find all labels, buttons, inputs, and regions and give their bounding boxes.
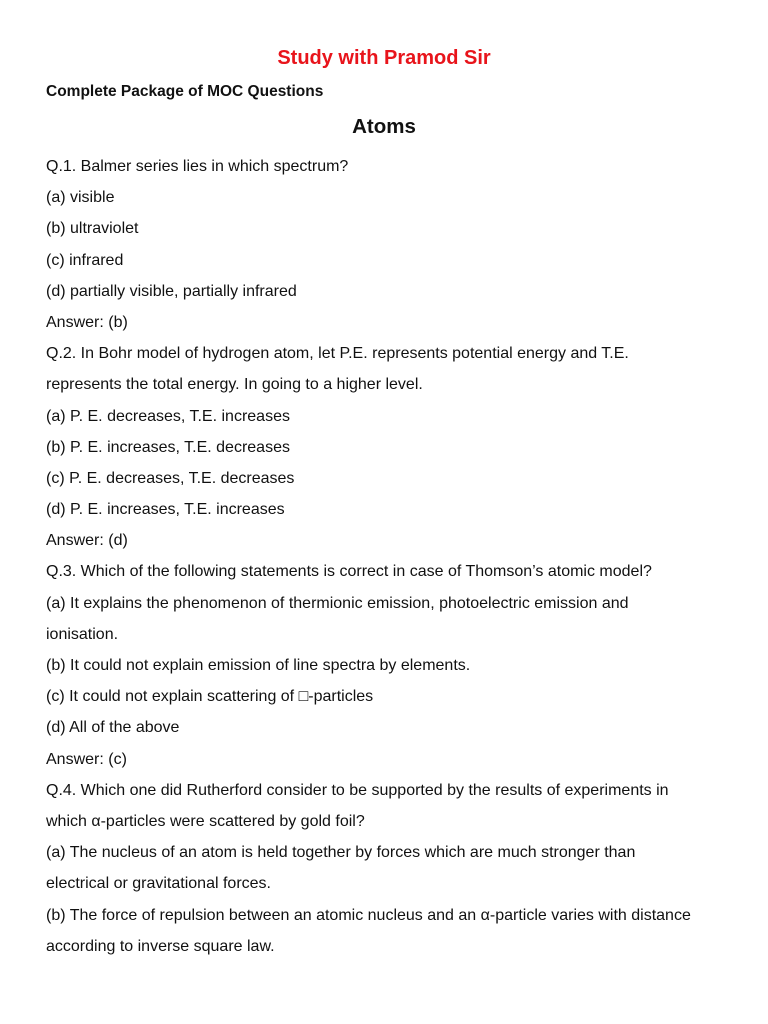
document-subtitle: Complete Package of MOC Questions <box>46 83 324 100</box>
document-title: Study with Pramod Sir <box>277 47 491 69</box>
text-line: (c) P. E. decreases, T.E. decreases <box>46 469 295 487</box>
text-line: which α-particles were scattered by gold foil? <box>46 812 365 830</box>
text-line: Q.2. In Bohr model of hydrogen atom, let P.E. represents potential energy and T.E. <box>46 345 629 363</box>
text-line: (b) ultraviolet <box>46 220 139 238</box>
text-line: Answer: (d) <box>46 532 128 550</box>
text-line: Q.4. Which one did Rutherford consider to be supported by the results of experiments in <box>46 781 669 799</box>
text-line: Answer: (b) <box>46 313 128 331</box>
text-line: represents the total energy. In going to a higher level. <box>46 376 423 394</box>
text-line: Q.1. Balmer series lies in which spectrum? <box>46 158 349 175</box>
text-line: (c) It could not explain scattering of □-particles <box>46 688 374 706</box>
text-line: (d) partially visible, partially infrared <box>46 282 297 300</box>
text-line: according to inverse square law. <box>46 937 275 955</box>
text-line: (a) visible <box>46 189 115 207</box>
text-line: (a) It explains the phenomenon of thermionic emission, photoelectric emission and <box>46 594 629 612</box>
text-line: Answer: (c) <box>46 750 127 768</box>
text-line: Q.3. Which of the following statements is correct in case of Thomson’s atomic model? <box>46 563 652 581</box>
text-line: (b) The force of repulsion between an atomic nucleus and an α-particle varies with distance <box>46 906 691 924</box>
text-line: ionisation. <box>46 625 119 643</box>
text-line: (d) P. E. increases, T.E. increases <box>46 501 285 519</box>
text-line: (b) It could not explain emission of line spectra by elements. <box>46 657 471 674</box>
text-line: (a) The nucleus of an atom is held together by forces which are much stronger than <box>46 844 636 862</box>
text-line: (a) P. E. decreases, T.E. increases <box>46 407 290 425</box>
question-list <box>46 151 736 962</box>
text-line: electrical or gravitational forces. <box>46 875 271 893</box>
text-line: (c) infrared <box>46 251 124 269</box>
section-heading: Atoms <box>352 115 416 138</box>
text-line: (d) All of the above <box>46 719 180 737</box>
text-line: (b) P. E. increases, T.E. decreases <box>46 438 290 456</box>
